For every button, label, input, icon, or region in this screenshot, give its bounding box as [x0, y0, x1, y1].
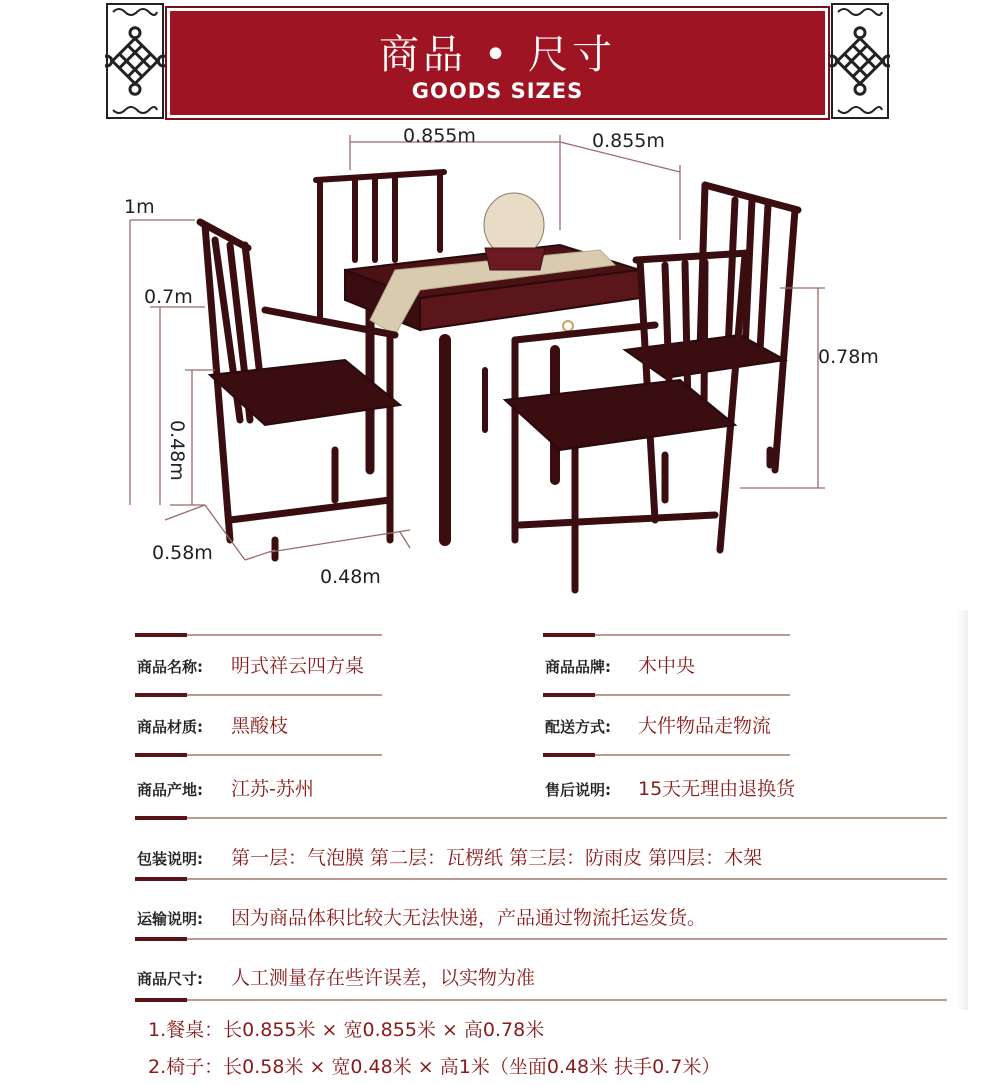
label-transport: 运输说明:	[137, 910, 203, 928]
divider	[543, 634, 790, 636]
label-shipping: 配送方式:	[545, 718, 611, 736]
divider	[135, 999, 947, 1001]
value-shipping: 大件物品走物流	[638, 715, 772, 737]
spec-chair: 2.椅子：长0.58米 × 宽0.48米 × 高1米（坐面0.48米 扶手0.7米）	[148, 1056, 721, 1078]
value-brand: 木中央	[638, 655, 696, 677]
label-brand: 商品品牌:	[545, 658, 611, 676]
dim-chair-height: 1m	[124, 196, 155, 218]
label-after-sales: 售后说明:	[545, 781, 611, 799]
divider	[543, 694, 790, 696]
banner-panel	[167, 8, 828, 118]
dim-seat-height: 0.48m	[166, 420, 188, 481]
product-figure	[0, 120, 990, 610]
dim-chair-width: 0.48m	[320, 566, 381, 588]
dim-table-width: 0.855m	[592, 130, 665, 152]
dim-table-length: 0.855m	[403, 125, 476, 147]
value-after-sales: 15天无理由退换货	[638, 778, 796, 800]
value-size: 人工测量存在些许误差，以实物为准	[231, 967, 536, 989]
dim-chair-depth: 0.58m	[152, 542, 213, 564]
endless-knot-icon	[830, 2, 890, 120]
divider	[135, 878, 947, 880]
product-info	[0, 610, 990, 1085]
value-transport: 因为商品体积比较大无法快递，产品通过物流托运发货。	[231, 907, 707, 929]
divider	[135, 754, 382, 756]
value-product-name: 明式祥云四方桌	[231, 655, 365, 677]
label-product-name: 商品名称:	[137, 658, 203, 676]
divider	[135, 817, 947, 819]
label-origin: 商品产地:	[137, 781, 203, 799]
dim-table-height: 0.78m	[818, 346, 879, 368]
header-banner	[105, 2, 890, 120]
divider	[135, 634, 382, 636]
divider	[135, 694, 382, 696]
endless-knot-icon	[105, 2, 165, 120]
label-material: 商品材质:	[137, 718, 203, 736]
value-material: 黑酸枝	[231, 715, 289, 737]
divider	[543, 754, 790, 756]
page-title: 商品 • 尺寸	[378, 32, 617, 78]
label-packaging: 包装说明:	[137, 850, 203, 868]
value-packaging: 第一层：气泡膜 第二层：瓦楞纸 第三层：防雨皮 第四层：木架	[231, 847, 763, 869]
divider	[135, 938, 947, 940]
page-subtitle: GOODS SIZES	[411, 79, 584, 103]
label-size: 商品尺寸:	[137, 970, 203, 988]
value-origin: 江苏-苏州	[231, 778, 314, 800]
spec-table: 1.餐桌：长0.855米 × 宽0.855米 × 高0.78米	[148, 1019, 545, 1041]
dim-armrest-height: 0.7m	[144, 286, 193, 308]
